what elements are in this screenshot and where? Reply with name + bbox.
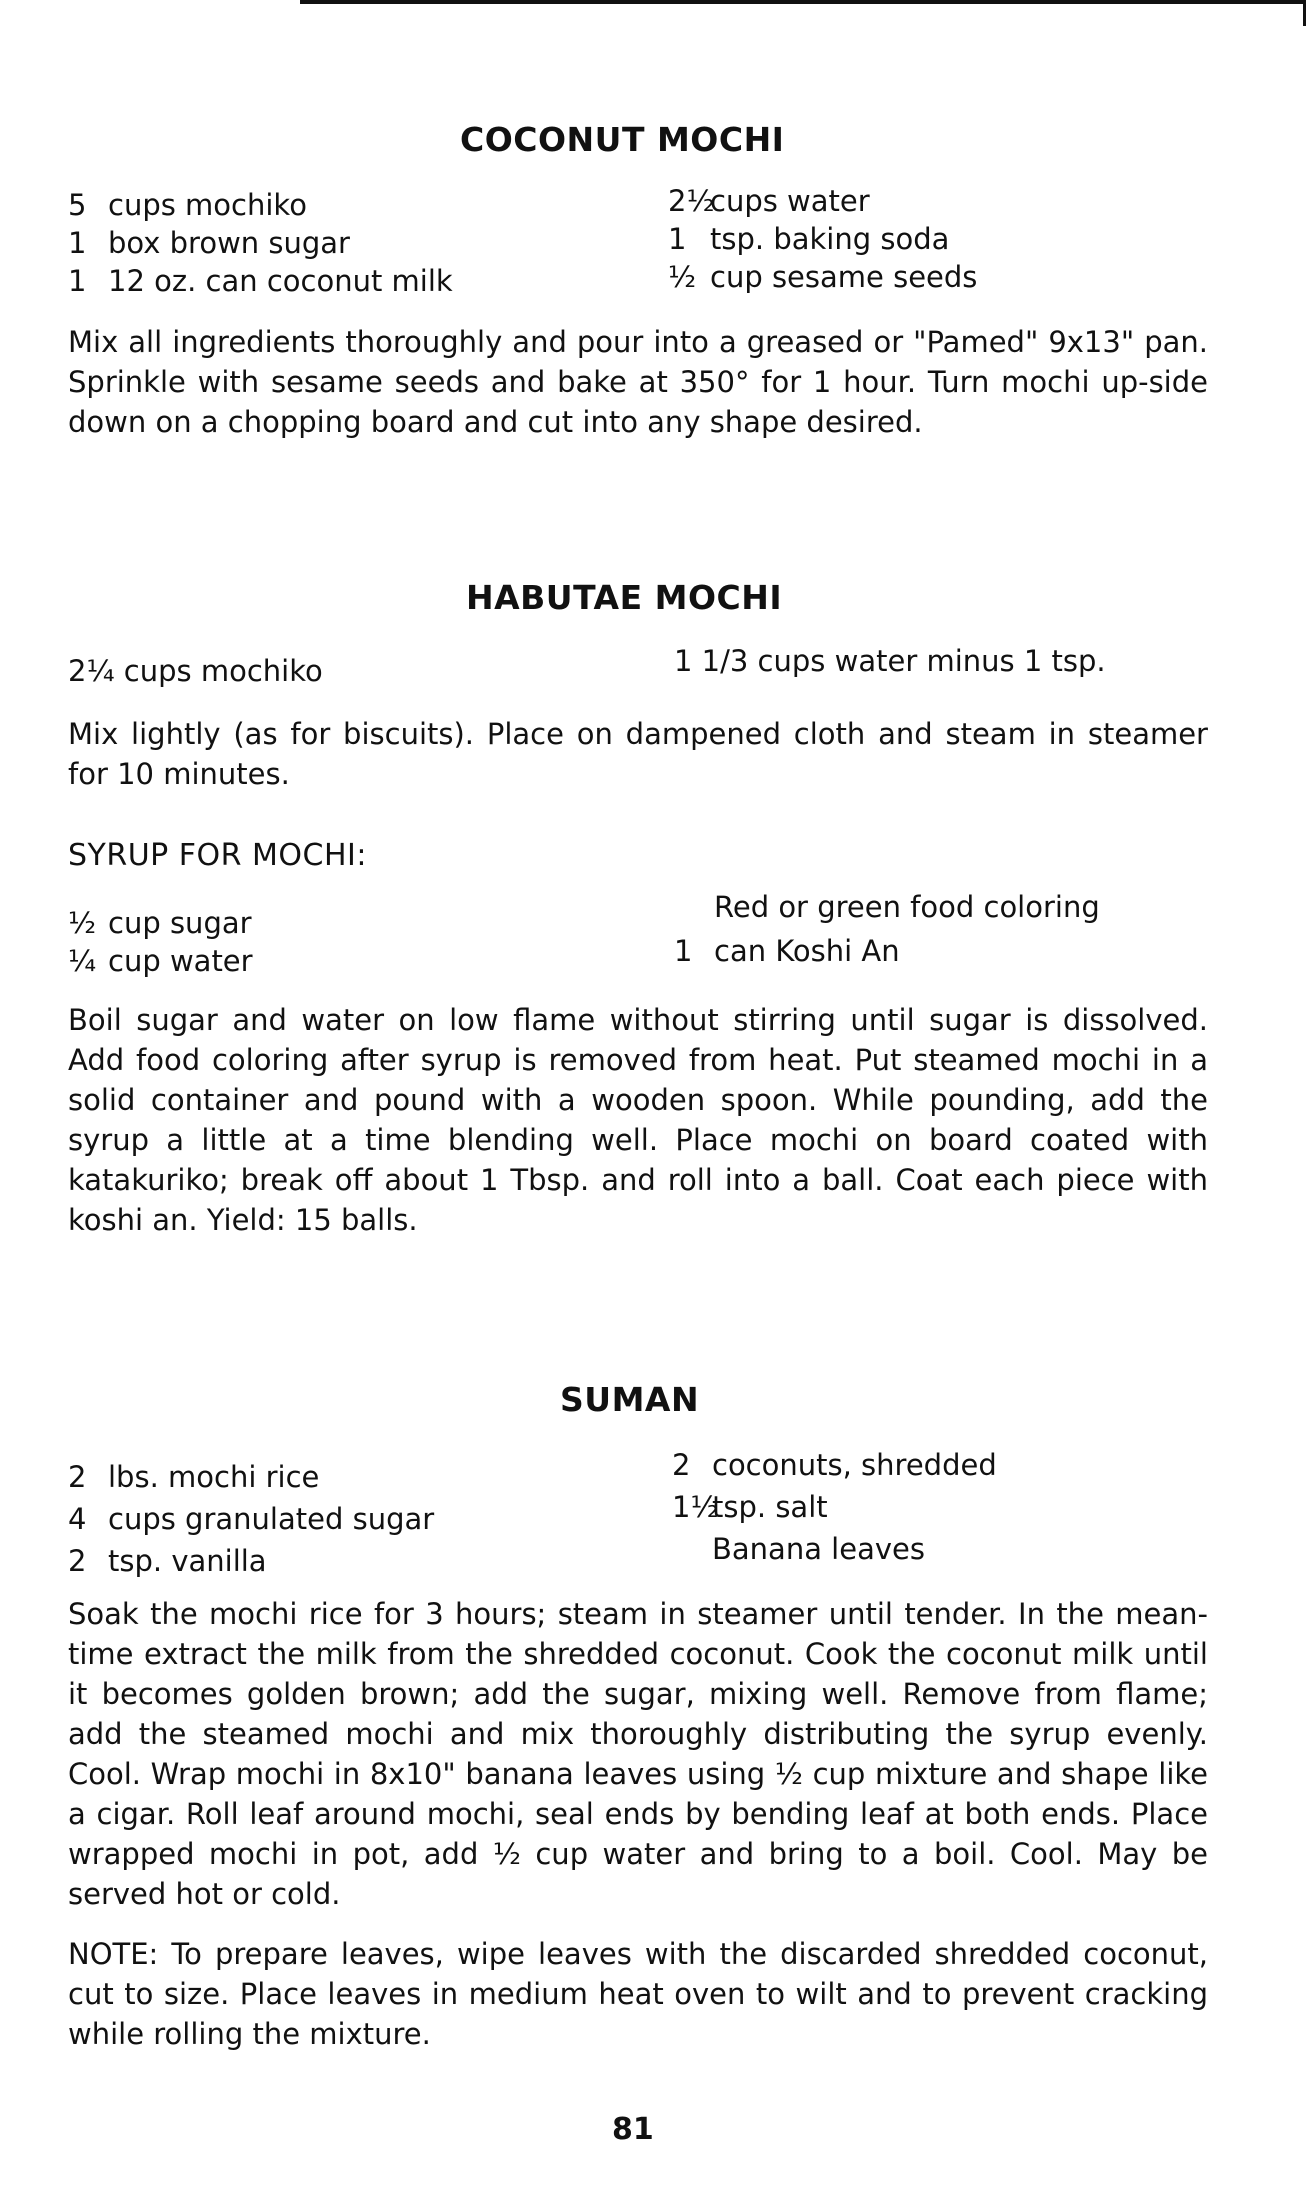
ingredient-line: 1 can Koshi An [674,934,900,968]
ingredient-line: ½ cup sugar [68,906,252,940]
top-rule [300,0,1306,4]
ingredient-line: 1 tsp. baking soda [668,222,950,256]
syrup-directions: Boil sugar and water on low flame without stirring until sugar is dissolved. Add food coloring after syrup is removed from heat. Put steamed mochi in a solid container and pound with a wooden spoon. While pounding, add the syrup a little at a time blending well. Place mochi on board coated with katakuriko; break off about 1 Tbsp. and roll into a ball. Coat each piece with koshi an. Yield: 15 balls. [68,1003,1208,1237]
suman-title: SUMAN [560,1380,700,1419]
page-number: 81 [612,2112,654,2147]
suman-note: NOTE: To prepare leaves, wipe leaves with the discarded shredded coconut, cut to size. Place leaves in medium heat oven to wilt and to prevent cracking while rolling the mixture. [68,1937,1208,2051]
ingredient-line: 2 tsp. vanilla [68,1544,267,1578]
ingredient-line: 5 cups mochiko [68,188,307,222]
ingredient-line: ¼ cup water [68,944,253,978]
ingredient-line: Banana leaves [712,1532,925,1566]
coconut-ingredients-left [68,186,453,300]
habutae-ingredient-right: 1 1/3 cups water minus 1 tsp. [674,644,1106,678]
ingredient-line: 2 coconuts, shredded [672,1448,997,1482]
ingredient-line: 1½tsp. salt [672,1490,828,1524]
ingredient-line: 2 lbs. mochi rice [68,1460,320,1494]
suman-directions: Soak the mochi rice for 3 hours; steam in steamer until tender. In the mean-time extract the milk from the shredded coconut. Cook the coconut milk until it becomes golden brown; add the sugar, mixing well. Remove from flame; add the steamed mochi and mix thoroughly distributing the syrup evenly. Cool. Wrap mochi in 8x10" banana leaves using ½ cup mixture and shape like a cigar. Roll leaf around mochi, seal ends by bending leaf at both ends. Place wrapped mochi in pot, add ½ cup water and bring to a boil. Cool. May be served hot or cold. [68,1597,1208,1911]
coconut-mochi-title: COCONUT MOCHI [460,120,785,159]
habutae-mochi-directions: Mix lightly (as for biscuits). Place on dampened cloth and steam in steamer for 10 minutes. [68,717,1208,791]
syrup-ingredients-left [68,904,253,980]
ingredient-line: 1 12 oz. can coconut milk [68,264,453,298]
ingredient-line: ½ cup sesame seeds [668,260,978,294]
habutae-mochi-title: HABUTAE MOCHI [466,578,783,617]
syrup-ingredients-right [674,888,1100,970]
ingredient-line: Red or green food coloring [714,890,1100,924]
suman-ingredients-right [672,1446,997,1572]
coconut-mochi-directions: Mix all ingredients thoroughly and pour into a greased or "Pamed" 9x13" pan. Sprinkle with sesame seeds and bake at 350° for 1 hour. Turn mochi up-side down on a chopping board and cut into any shape desired. [68,325,1208,439]
ingredient-line: 1 box brown sugar [68,226,350,260]
ingredient-line: 2½cups water [668,184,870,218]
coconut-ingredients-right [668,182,977,296]
habutae-ingredient-left: 2¼ cups mochiko [68,654,323,688]
ingredient-line: 4 cups granulated sugar [68,1502,435,1536]
syrup-heading: SYRUP FOR MOCHI: [68,838,368,873]
suman-ingredients-left [68,1458,434,1584]
